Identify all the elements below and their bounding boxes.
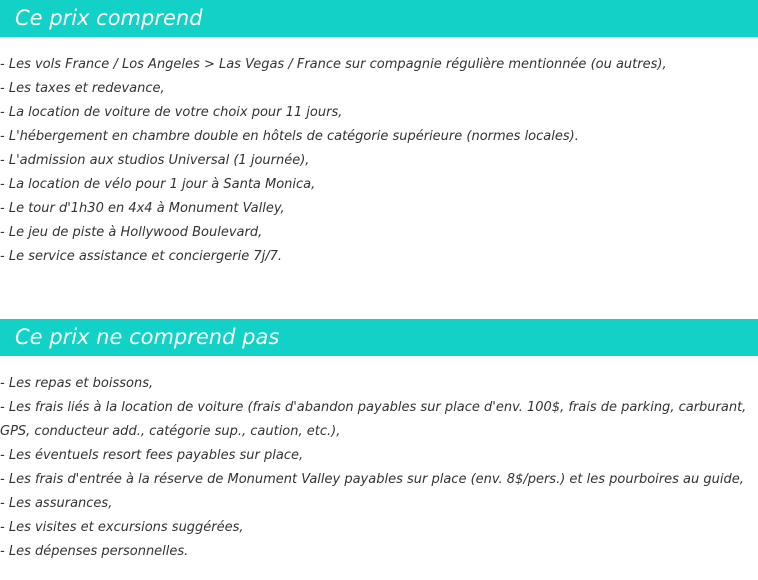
excluded-item: - Les visites et excursions suggérées,	[0, 520, 244, 535]
included-items-list	[0, 53, 758, 269]
included-item: - L'admission aux studios Universal (1 journée),	[0, 153, 310, 168]
included-item: - Les taxes et redevance,	[0, 81, 165, 96]
included-item: - La location de voiture de votre choix pour 11 jours,	[0, 105, 343, 120]
included-item: - Le tour d'1h30 en 4x4 à Monument Valley,	[0, 201, 285, 216]
excluded-section-title: Ce prix ne comprend pas	[15, 325, 280, 349]
excluded-section-header	[0, 319, 758, 356]
included-item: - Le service assistance et conciergerie 7j/7.	[0, 249, 283, 264]
excluded-items-list	[0, 372, 758, 564]
included-item: - Les vols France / Los Angeles > Las Vegas / France sur compagnie régulière mentionnée (ou autres),	[0, 57, 667, 72]
included-section-title: Ce prix comprend	[15, 6, 203, 30]
included-item: - L'hébergement en chambre double en hôtels de catégorie supérieure (normes locales).	[0, 129, 579, 144]
included-section-header	[0, 0, 758, 37]
excluded-item: - Les assurances,	[0, 496, 113, 511]
included-item: - Le jeu de piste à Hollywood Boulevard,	[0, 225, 263, 240]
excluded-item: - Les éventuels resort fees payables sur place,	[0, 448, 304, 463]
excluded-item: - Les dépenses personnelles.	[0, 544, 189, 559]
excluded-item: - Les repas et boissons,	[0, 376, 154, 391]
excluded-item: - Les frais d'entrée à la réserve de Monument Valley payables sur place (env. 8$/pers.) et les pourboires au guide,	[0, 472, 744, 487]
excluded-item: - Les frais liés à la location de voiture (frais d'abandon payables sur place d'env. 100$, frais de parking, carburant, GPS, conducteur add., catégorie sup., caution, etc.),	[0, 400, 747, 439]
included-item: - La location de vélo pour 1 jour à Santa Monica,	[0, 177, 316, 192]
